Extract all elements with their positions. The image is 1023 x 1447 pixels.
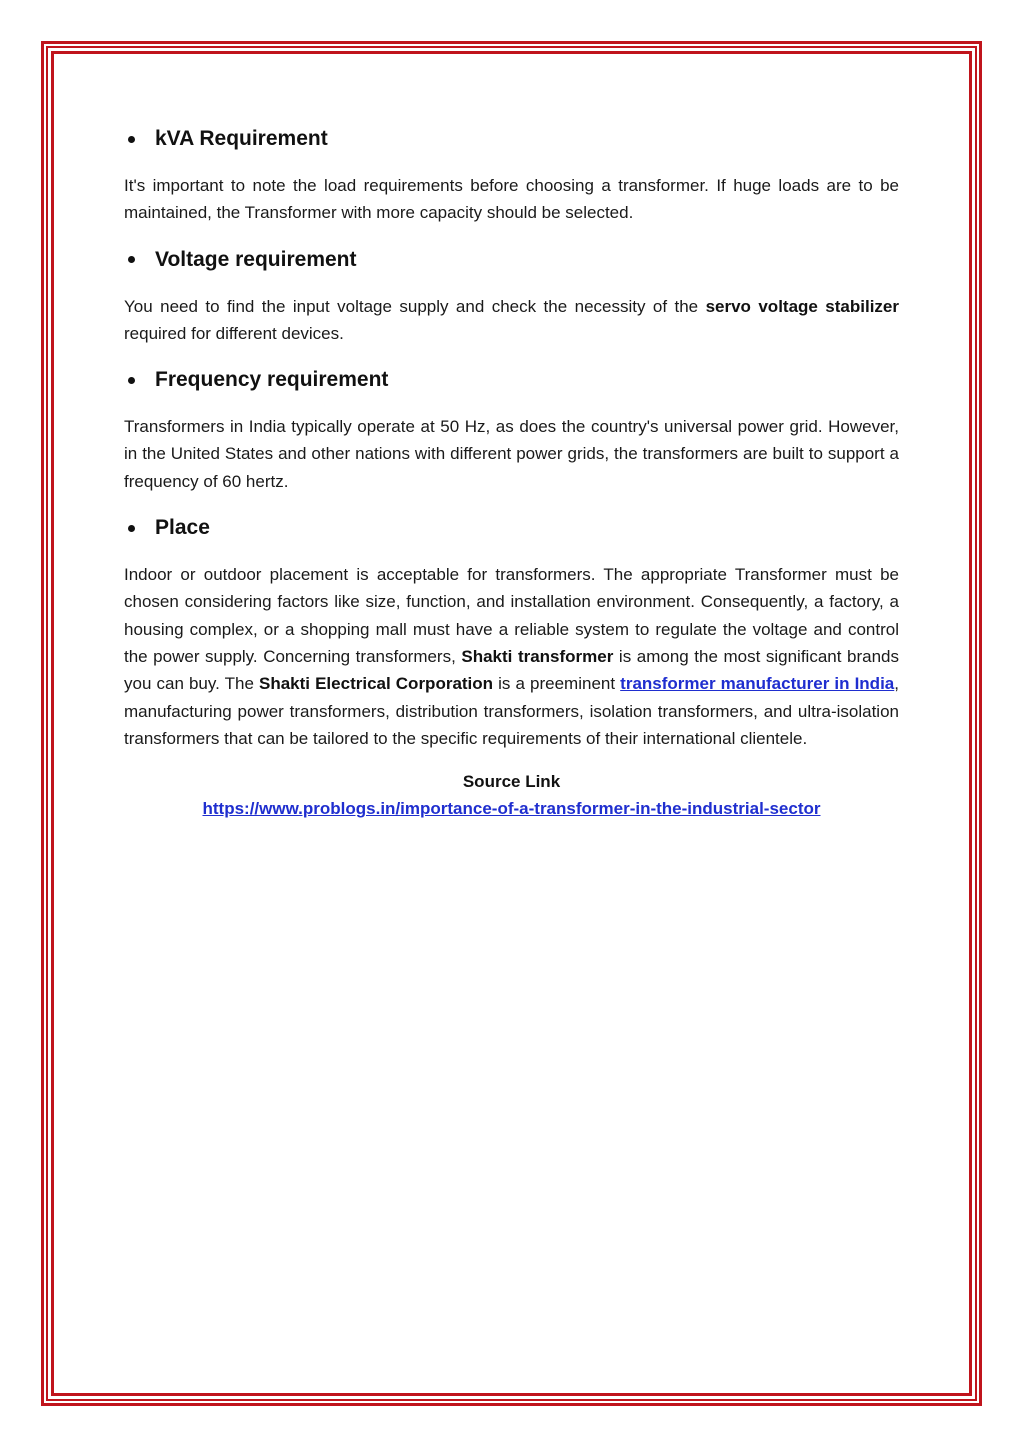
heading-text: kVA Requirement xyxy=(155,127,328,150)
section-heading-place xyxy=(124,511,899,545)
bullet-icon xyxy=(128,525,135,532)
manufacturer-link[interactable]: transformer manufacturer in India xyxy=(620,674,895,694)
text-span: , manufacturing power transformers, distribution transformers, isolation transformers, and ultra-isolation transformers that can be tailored to the specific requirements of their international clientele. xyxy=(124,674,899,748)
text-span: is among the most significant brands you can buy. The xyxy=(124,646,899,694)
heading-text: Place xyxy=(155,516,210,540)
section-heading-voltage xyxy=(124,243,899,277)
heading-text: Frequency requirement xyxy=(155,368,389,392)
bold-term-shakti-corporation: Shakti Electrical Corporation xyxy=(259,674,494,694)
section-heading-frequency xyxy=(124,363,899,397)
section-heading-kva xyxy=(124,122,899,156)
paragraph-voltage xyxy=(124,293,899,348)
paragraph-place xyxy=(124,561,899,752)
bullet-icon xyxy=(128,256,135,263)
bold-term-shakti-transformer: Shakti transformer xyxy=(461,646,614,666)
bullet-icon xyxy=(128,377,135,384)
source-label: Source Link xyxy=(462,772,561,792)
text-span: Indoor or outdoor placement is acceptable for transformers. The appropriate Transformer must be chosen considering factors like size, function, and installation environment. Consequently, a factory, a housing complex, or a shopping mall must have a reliable system to regulate the voltage and control the power supply. Concerning transformers, xyxy=(124,565,899,666)
text-span: is a preeminent xyxy=(493,674,621,694)
paragraph-kva: It's important to note the load requirements before choosing a transformer. If huge loads are to be maintained, the Transformer with more capacity should be selected. xyxy=(124,176,899,223)
document-body xyxy=(124,122,899,823)
paragraph-frequency: Transformers in India typically operate at 50 Hz, as does the country's universal power grid. However, in the United States and other nations with different power grids, the transformers are built to support a frequency of 60 hertz. xyxy=(124,417,899,491)
source-block xyxy=(124,768,899,823)
text-span: You need to find the input voltage supply and check the necessity of the xyxy=(124,296,706,316)
bullet-icon xyxy=(128,136,135,143)
text-span: required for different devices. xyxy=(124,323,344,343)
source-url-link[interactable]: https://www.problogs.in/importance-of-a-transformer-in-the-industrial-sector xyxy=(202,799,821,819)
bold-term-servo-stabilizer: servo voltage stabilizer xyxy=(705,296,899,316)
heading-text: Voltage requirement xyxy=(155,247,357,271)
